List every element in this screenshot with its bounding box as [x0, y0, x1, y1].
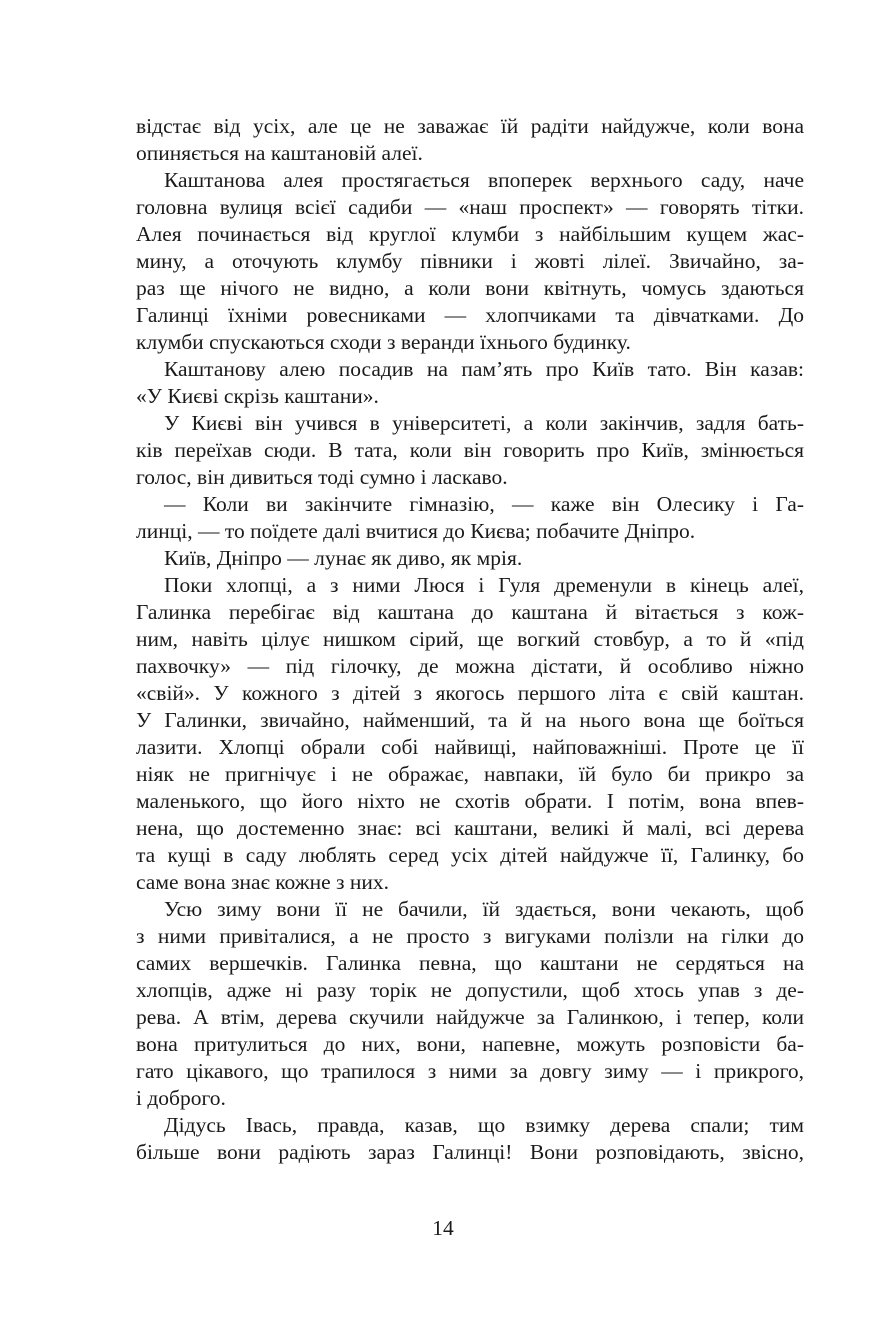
text-line: линці, — то поїдете далі вчитися до Києва; побачите Дніпро.: [136, 519, 696, 543]
page-number: 14: [432, 1216, 454, 1240]
text-line: — Коли ви закінчите гімназію, — каже він Олесику і Га-: [164, 492, 804, 516]
text-line: Усю зиму вони її не бачили, їй здається, вони чекають, щоб: [164, 897, 804, 921]
text-line: хлопців, адже ні разу торік не допустили, щоб хтось упав з де-: [136, 978, 804, 1002]
text-line: та кущі в саду люблять серед усіх дітей найдужче її, Галинку, бо: [136, 843, 804, 867]
text-line: «свій». У кожного з дітей з якогось першого літа є свій каштан.: [136, 681, 804, 705]
text-line: Алея починається від круглої клумби з найбільшим кущем жас-: [136, 222, 804, 246]
text-line: ним, навіть цілує нишком сірий, ще вогкий стовбур, а то й «під: [136, 627, 804, 651]
text-line: маленького, що його ніхто не схотів обрати. І потім, вона впев-: [136, 789, 804, 813]
text-line: більше вони радіють зараз Галинці! Вони розповідають, звісно,: [136, 1140, 804, 1164]
text-line: рева. А втім, дерева скучили найдужче за Галинкою, і тепер, коли: [136, 1005, 804, 1029]
text-line: нена, що достеменно знає: всі каштани, великі й малі, всі дерева: [136, 816, 804, 840]
text-line: відстає від усіх, але це не заважає їй радіти найдужче, коли вона: [136, 114, 804, 138]
text-line: ків переїхав сюди. В тата, коли він говорить про Київ, змінюється: [136, 438, 804, 462]
text-line: саме вона знає кожне з них.: [136, 870, 390, 894]
text-line: клумби спускаються сходи з веранди їхнього будинку.: [136, 330, 631, 354]
text-line: Київ, Дніпро — лунає як диво, як мрія.: [164, 546, 523, 570]
text-line: ніяк не пригнічує і не ображає, навпаки, їй було би прикро за: [136, 762, 804, 786]
text-line: Поки хлопці, а з ними Люся і Гуля дременули в кінець алеї,: [164, 573, 804, 597]
text-line: У Києві він учився в університеті, а коли закінчив, задля бать-: [164, 411, 804, 435]
text-line: Каштанову алею посадив на пам’ять про Київ тато. Він казав:: [164, 357, 804, 381]
text-line: «У Києві скрізь каштани».: [136, 384, 379, 408]
text-line: гато цікавого, що трапилося з ними за довгу зиму — і прикрого,: [136, 1059, 804, 1083]
text-line: і доброго.: [136, 1086, 226, 1110]
text-line: Каштанова алея простягається впоперек верхнього саду, наче: [164, 168, 804, 192]
text-line: з ними привіталися, а не просто з вигуками полізли на гілки до: [136, 924, 804, 948]
text-line: У Галинки, звичайно, найменший, та й на нього вона ще боїться: [136, 708, 804, 732]
text-line: Галинка перебігає від каштана до каштана й вітається з кож-: [136, 600, 804, 624]
text-line: голос, він дивиться тоді сумно і ласкаво.: [136, 465, 508, 489]
text-line: Галинці їхніми ровесниками — хлопчиками та дівчатками. До: [136, 303, 804, 327]
text-line: мину, а оточують клумбу півники і жовті лілеї. Звичайно, за-: [136, 249, 804, 273]
text-line: раз ще нічого не видно, а коли вони квітнуть, чомусь здаються: [136, 276, 804, 300]
body-text: [136, 113, 804, 1166]
text-line: Дідусь Івась, правда, казав, що взимку дерева спали; тим: [164, 1113, 804, 1137]
text-line: лазити. Хлопці обрали собі найвищі, найповажніші. Проте це її: [136, 735, 804, 759]
text-line: опиняється на каштановій алеї.: [136, 141, 423, 165]
text-line: самих вершечків. Галинка певна, що каштани не сердяться на: [136, 951, 804, 975]
text-line: пахвочку» — під гілочку, де можна дістати, й особливо ніжно: [136, 654, 804, 678]
text-line: вона притулиться до них, вони, напевне, можуть розповісти ба-: [136, 1032, 804, 1056]
text-line: головна вулиця всієї садиби — «наш проспект» — говорять тітки.: [136, 195, 804, 219]
